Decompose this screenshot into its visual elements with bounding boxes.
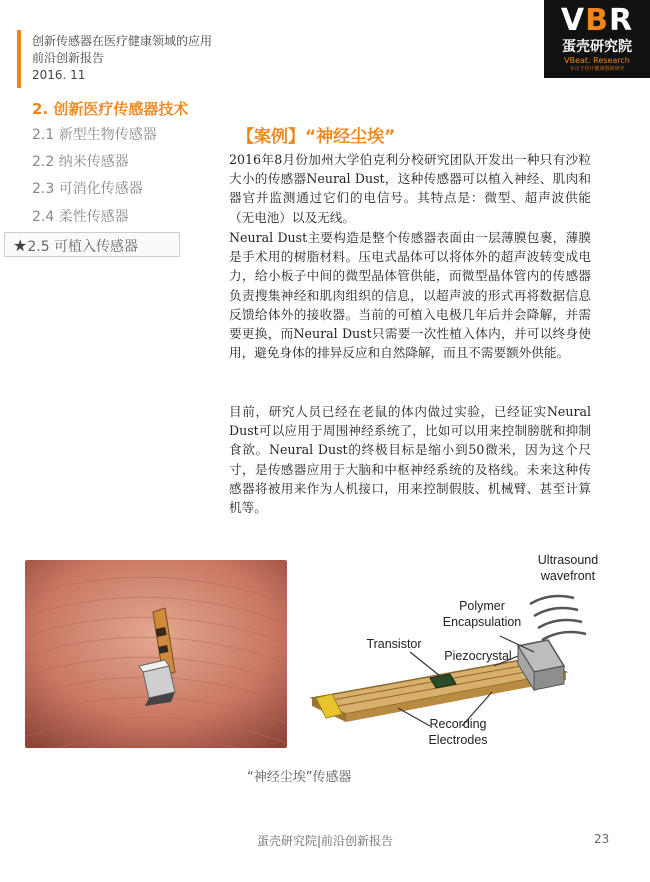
footer-text: 蛋壳研究院|前沿创新报告 xyxy=(256,834,394,848)
label-recording-2: Electrodes xyxy=(428,733,488,747)
report-title: 创新传感器在医疗健康领域的应用 xyxy=(32,34,213,48)
label-ultrasound-1: Ultrasound xyxy=(537,553,599,567)
ultrasound-wave-icon xyxy=(530,596,586,640)
nav-item-bio-sensor: 2.1 新型生物传感器 xyxy=(32,127,157,143)
logo-mark: VBR xyxy=(560,3,634,38)
logo-tagline: 专注于医疗健康创新研究 xyxy=(569,66,625,72)
case-title: 【案例】“神经尘埃” xyxy=(237,127,396,147)
case-paragraph-3: 目前，研究人员已经在老鼠的体内做过实验，已经证实Neural Dust可以应用于周围神经系统了，比如可以用来控制膀胱和抑制食欲。Neural Dust的终极目标是缩小到50微米，因为这个尺寸，是传感器应用于大脑和中枢神经系统的及格线。未来这种传感器将被用来作为人机接口，用来控制假肢、机械臂、甚至计算机等。 xyxy=(229,404,591,516)
report-date: 2016. 11 xyxy=(32,68,86,82)
figure-caption: “神经尘埃”传感器 xyxy=(247,770,352,785)
section-title: 2. 创新医疗传感器技术 xyxy=(32,100,189,118)
case-paragraph-1: 2016年8月份加州大学伯克利分校研究团队开发出一种只有沙粒大小的传感器Neural Dust，这种传感器可以植入神经、肌肉和器官并监测通过它们的电信号。其特点是：微型、超声波供能（无电池）以及无线。 xyxy=(229,152,591,225)
logo-name-cn: 蛋壳研究院 xyxy=(562,39,632,55)
label-piezocrystal: Piezocrystal xyxy=(444,649,512,663)
star-icon: ★ xyxy=(13,236,28,255)
header-accent-bar xyxy=(17,30,21,88)
label-transistor: Transistor xyxy=(366,637,422,651)
label-ultrasound-2: wavefront xyxy=(540,569,596,583)
label-polymer-2: Encapsulation xyxy=(442,615,522,629)
nav-item-flexible-sensor: 2.4 柔性传感器 xyxy=(32,209,129,225)
nav-item-label: 2.5 可植入传感器 xyxy=(27,239,139,255)
page-number: 23 xyxy=(594,832,610,846)
logo-name-en: VBeat. Research xyxy=(564,56,630,65)
label-recording-1: Recording xyxy=(429,717,487,731)
nav-item-nano-sensor: 2.2 纳米传感器 xyxy=(32,154,129,170)
nav-item-implantable-sensor xyxy=(4,232,180,257)
neural-dust-diagram xyxy=(302,548,632,758)
case-paragraph-2: Neural Dust主要构造是整个传感器表面由一层薄膜包裹，薄膜是手术用的树脂材料。压电式晶体可以将体外的超声波转变成电力，给小板子中间的微型晶体管供能，而微型晶体管内的传感器负责搜集神经和肌肉组织的信息，以超声波的形式再将数据信息反馈给体外的接收器。当前的可植入电极几年后并会降解，并需要更换，而Neural Dust只需要一次性植入体内，并可以终身使用，避免身体的排异反应和自然降解，而且不需要额外供能。 xyxy=(229,230,591,361)
vbr-logo xyxy=(544,0,650,78)
label-polymer-1: Polymer xyxy=(459,599,505,613)
nav-item-digestible-sensor: 2.3 可消化传感器 xyxy=(32,181,143,197)
report-subtitle: 前沿创新报告 xyxy=(32,51,105,65)
sensor-on-finger-photo xyxy=(25,560,287,748)
